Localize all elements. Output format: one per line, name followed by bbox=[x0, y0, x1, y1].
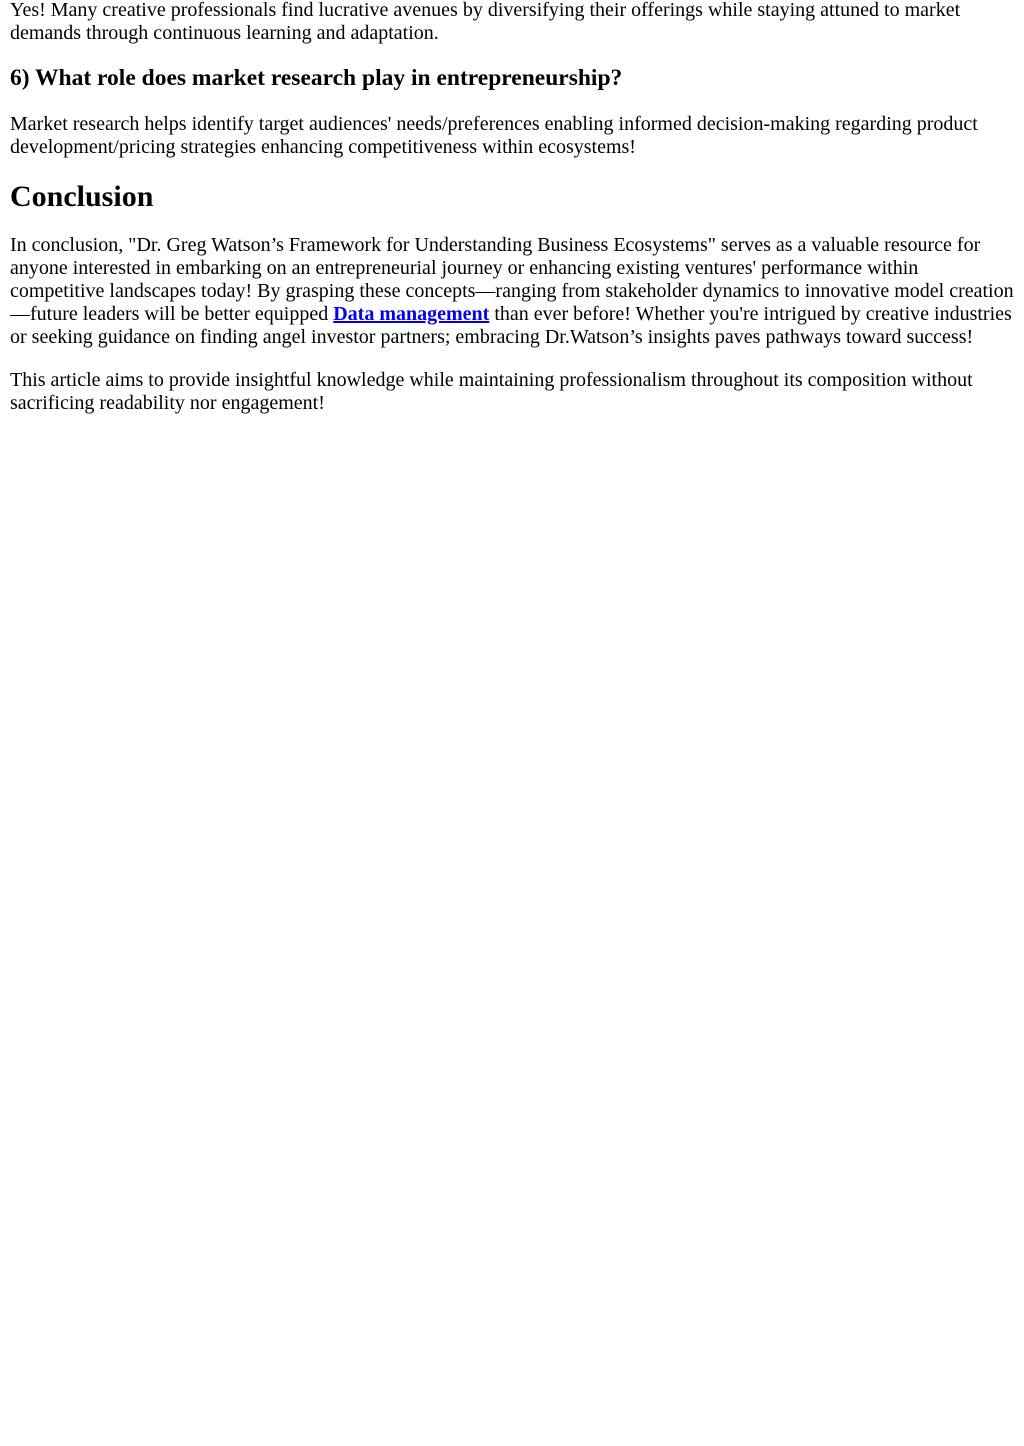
article-body bbox=[0, 0, 1024, 415]
closing-paragraph: This article aims to provide insightful knowledge while maintaining professionalism throughout its composition without sacrificing readability nor engagement! bbox=[10, 369, 973, 414]
conclusion-text-start: In conclusion, "Dr. Greg Watson’s Framework for Understanding Business Ecosystems" serves as a valuable resource for anyone interested in embarking on an entrepreneurial journey or enhancing existing ventures' performance within competitive landscapes today! By grasping these concepts—ranging from stakeholder dynamics to innovative model creation—future leaders will be better equipped bbox=[10, 234, 1014, 325]
data-management-link[interactable]: Data management bbox=[333, 303, 490, 325]
faq-5-answer: Yes! Many creative professionals find lucrative avenues by diversifying their offerings while staying attuned to market demands through continuous learning and adaptation. bbox=[10, 0, 961, 44]
faq-6-question: 6) What role does market research play in entrepreneurship? bbox=[10, 65, 623, 91]
conclusion-heading: Conclusion bbox=[10, 180, 154, 213]
faq-6-answer: Market research helps identify target audiences' needs/preferences enabling informed decision-making regarding product development/pricing strategies enhancing competitiveness within ecosystems! bbox=[10, 113, 978, 158]
conclusion-paragraph bbox=[10, 234, 1014, 349]
conclusion-text-end: than ever before! Whether you're intrigued by creative industries or seeking guidance on finding angel investor partners; embracing Dr.Watson’s insights paves pathways toward success! bbox=[10, 303, 1012, 348]
